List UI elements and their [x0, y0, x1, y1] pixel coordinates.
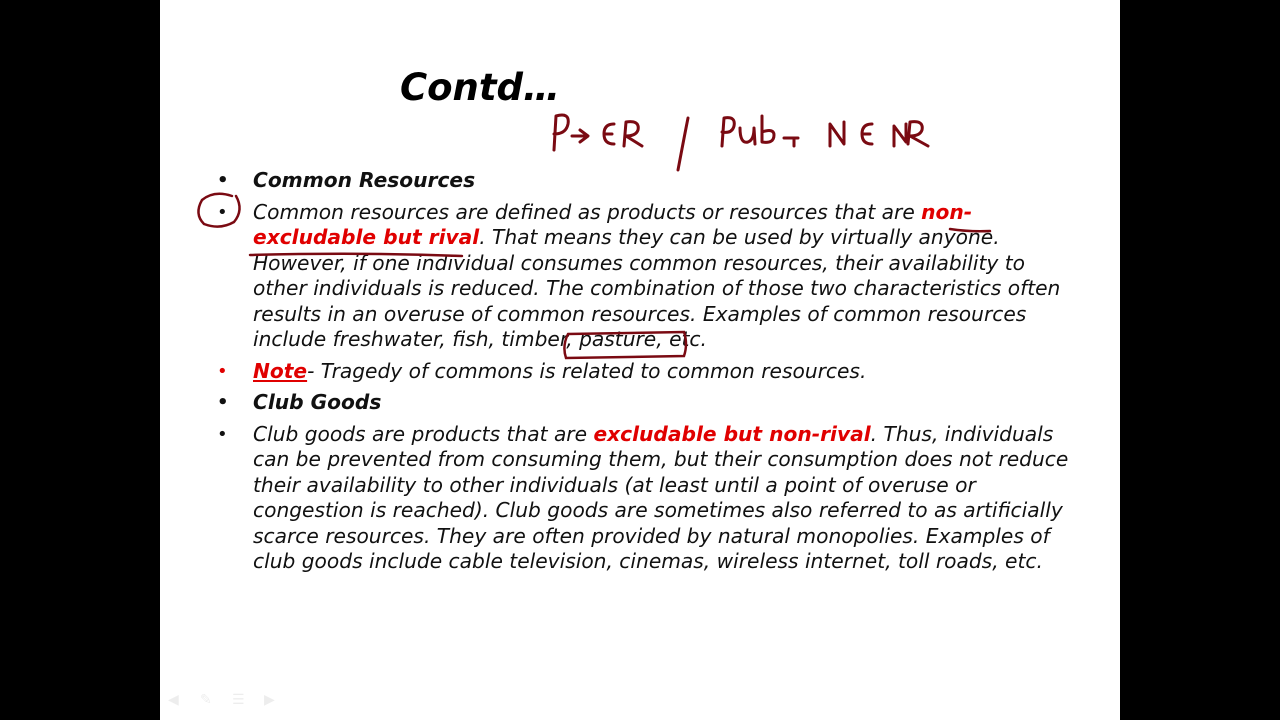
slide-nav-toolbar: [168, 692, 284, 708]
highlight-non-excludable-but-rival: non-excludable but rival: [253, 199, 973, 249]
menu-icon[interactable]: ☰: [232, 692, 245, 708]
note-tragedy-of-commons: • Note- Tragedy of commons is related to common resources.: [217, 358, 867, 383]
prev-slide-icon[interactable]: ◀: [168, 692, 179, 708]
heading-club-goods: • Club Goods: [217, 390, 382, 414]
slide-title: Contd…: [399, 66, 561, 109]
bullet-icon: •: [217, 201, 228, 223]
note-label: Note: [253, 358, 308, 383]
highlight-excludable-but-non-rival: excludable but non-rival: [593, 421, 871, 446]
slide-body: [213, 168, 1073, 575]
pen-icon[interactable]: ✎: [200, 692, 212, 708]
paragraph-club-goods: • Club goods are products that are excludable but non-rival. Thus, individuals can be prevented from consuming them, but their consumption does not reduce their availability to other individuals (at least until a point of overuse or congestion is reached). Club goods are sometimes also referred to as artificially scarce resources. They are often provided by natural monopolies. Examples of club goods include cable television, cinemas, wireless internet, toll roads, etc.: [217, 421, 1069, 573]
bullet-icon: •: [217, 392, 229, 413]
next-slide-icon[interactable]: ▶: [264, 692, 275, 708]
boxed-word-freshwater: freshwater: [332, 327, 440, 351]
paragraph-common-resources: • Common resources are defined as products or resources that are non-excludable but rival. That means they can be used by virtually anyone. However, if one individual consumes common resources, their availability to other individuals is reduced. The combination of those two characteristics often results in an overuse of common resources. Examples of common resources include freshwater, fish, timber, pasture, etc.: [217, 199, 1061, 351]
heading-common-resources: • Common Resources: [217, 168, 476, 192]
bullet-icon: •: [217, 170, 229, 191]
bullet-icon: •: [217, 360, 228, 382]
bullet-icon: •: [217, 423, 228, 445]
